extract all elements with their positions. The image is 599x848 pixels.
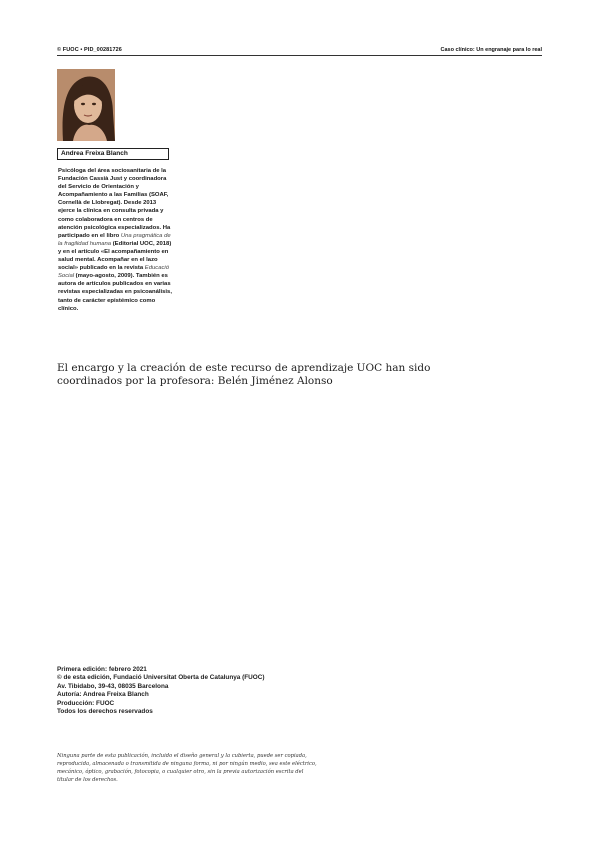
author-bio-journal-title: Educació Social	[58, 265, 169, 280]
credits-rights: © de esta edición, Fundació Universitat Oberta de Catalunya (FUOC)	[57, 674, 265, 682]
copyright-notice: Ninguna parte de esta publicación, incluido el diseño general y la cubierta, puede ser copiada, reproducida, almacenada o transmitida de ninguna forma, ni por ningún medio, sea este eléctrico, mecánico, óptico, grabación, fotocopia, o cualquier otro, sin la previa autorización escrita del titular de los derechos.	[57, 753, 317, 783]
credits-reserved: Todos los derechos reservados	[57, 708, 153, 716]
credits-edition: Primera edición: febrero 2021	[57, 666, 147, 673]
credits-address: Av. Tibidabo, 39-43, 08035 Barcelona	[57, 682, 169, 690]
author-bio-part-1: Psicóloga del área sociosanitaria de la Fundación Cassià Just y coordinadora del Servicio de Orientación y Acompañamiento a las Familias (SOAF, Cornellà de Llobregat). Desde 2013 ejerce la clínica en consulta privada y como colaboradora en centros de atención psicológica especializados. Ha participado en el libro	[58, 168, 171, 239]
coordination-statement: El encargo y la creación de este recurso de aprendizaje UOC han sido coordinados por la profesora: Belén Jiménez Alonso	[57, 362, 431, 387]
header-rule	[57, 55, 542, 56]
credits-authorship: Autoría: Andrea Freixa Blanch	[57, 691, 149, 699]
header-document-id: © FUOC • PID_00281726	[57, 47, 122, 53]
author-bio-part-3: (mayo-agosto, 2009). También es autora de artículos publicados en varias revistas especializadas en psicoanálisis, tanto de carácter epistémico como clínico.	[58, 273, 172, 312]
author-bio-part-2: (Editorial UOC, 2018) y en el artículo «El acompañamiento en salud mental. Acompañar en el lazo social» publicado en la revista	[58, 240, 172, 272]
header-document-title: Caso clínico: Un engranaje para lo real	[440, 47, 542, 53]
credits-production: Producción: FUOC	[57, 699, 115, 707]
author-bio	[58, 167, 173, 313]
author-name-box	[57, 148, 169, 160]
author-name: Andrea Freixa Blanch	[61, 150, 128, 157]
author-photo	[57, 69, 115, 141]
credits-block	[57, 666, 357, 716]
author-bio-book-title: Una pragmática de la fragilidad humana	[58, 232, 171, 247]
author-portrait-image	[57, 69, 115, 141]
